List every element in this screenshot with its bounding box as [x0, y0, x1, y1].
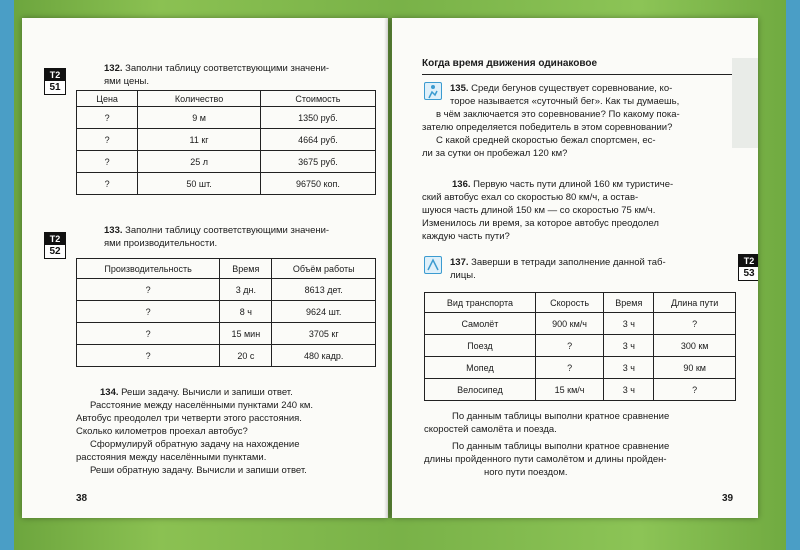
table-cell: 90 км: [654, 357, 736, 379]
table-cell: ?: [535, 357, 603, 379]
table-row: [77, 129, 376, 151]
table-cell: 1350 руб.: [260, 107, 375, 129]
table-cell: 50 шт.: [138, 173, 261, 195]
task-text: ями производительности.: [104, 238, 218, 249]
badge-t2-51: [44, 68, 66, 95]
table-cell: Велосипед: [425, 379, 536, 401]
badge-top: Т2: [45, 69, 65, 81]
table-137: [424, 292, 736, 401]
table-header: Вид транспорта: [425, 293, 536, 313]
table-header: Время: [220, 259, 272, 279]
table-header: Цена: [77, 91, 138, 107]
paragraph-2: [424, 440, 736, 479]
heading-rule: [422, 74, 732, 75]
text-line: Реши обратную задачу. Вычисли и запиши ответ.: [90, 465, 307, 476]
text-line: Среди бегунов существует соревнование, ко-: [471, 83, 673, 94]
table-cell: ?: [77, 323, 220, 345]
table-row: [77, 345, 376, 367]
task-number: 137.: [450, 257, 469, 268]
table-cell: 3 ч: [604, 379, 654, 401]
text-line: [422, 178, 732, 191]
table-row: [425, 357, 736, 379]
badge-top: Т2: [45, 233, 65, 245]
table-cell: 3705 кг: [272, 323, 376, 345]
task-text: ями цены.: [104, 76, 149, 87]
table-cell: Мопед: [425, 357, 536, 379]
task-number: 136.: [452, 179, 471, 190]
table-cell: 3 ч: [604, 357, 654, 379]
table-cell: ?: [654, 379, 736, 401]
table-cell: ?: [77, 173, 138, 195]
table-cell: 11 кг: [138, 129, 261, 151]
text-line: Изменилось ли время, за которое автобус преодолел: [422, 218, 659, 229]
table-header: Производительность: [77, 259, 220, 279]
text-line: скоростей самолёта и поезда.: [424, 424, 557, 435]
table-cell: 300 км: [654, 335, 736, 357]
badge-top: Т2: [739, 255, 758, 267]
text-line: Расстояние между населёнными пунктами 240 км.: [90, 400, 314, 411]
right-page: [392, 18, 758, 518]
table-cell: ?: [535, 335, 603, 357]
table-cell: 480 кадр.: [272, 345, 376, 367]
table-132: [76, 90, 376, 195]
table-cell: 3675 руб.: [260, 151, 375, 173]
text-line: каждую часть пути?: [422, 231, 510, 242]
page-number: 38: [76, 493, 88, 504]
table-row: [77, 279, 376, 301]
table-cell: ?: [77, 129, 138, 151]
table-row: [425, 379, 736, 401]
text-line: Сколько километров проехал автобус?: [76, 426, 248, 437]
task-132: [104, 62, 384, 88]
table-row: [77, 107, 376, 129]
badge-bottom: 52: [45, 245, 65, 258]
task-number: 134.: [100, 387, 119, 398]
text-line: Автобус преодолел три четверти этого расстояния.: [76, 413, 302, 424]
table-cell: ?: [654, 313, 736, 335]
text-line: [422, 82, 732, 95]
text-line: ного пути поездом.: [484, 467, 568, 478]
table-cell: 8613 дет.: [272, 279, 376, 301]
text-line: шуюся часть длиной 150 км — со скоростью 75 км/ч.: [422, 205, 656, 216]
text-line: длины пройденного пути самолётом и длины пройден-: [424, 454, 667, 465]
task-number: 135.: [450, 83, 469, 94]
table-133: [76, 258, 376, 367]
table-cell: 15 км/ч: [535, 379, 603, 401]
task-135: [422, 82, 732, 160]
text-line: лицы.: [450, 270, 476, 281]
text-line: зателю определяется победитель в этом соревновании?: [422, 122, 673, 133]
table-row: [77, 151, 376, 173]
task-number: 132.: [104, 63, 123, 74]
cover-edge-right: [786, 0, 800, 550]
badge-bottom: 51: [45, 81, 65, 94]
table-header: Количество: [138, 91, 261, 107]
text-line: ский автобус ехал со скоростью 80 км/ч, а остав-: [422, 192, 639, 203]
text-line: По данным таблицы выполни кратное сравнение: [452, 411, 670, 422]
task-number: 133.: [104, 225, 123, 236]
page-number: 39: [722, 493, 734, 504]
badge-t2-53: [738, 254, 758, 281]
task-text: Заполни таблицу соответствующими значени-: [125, 225, 330, 236]
task-text: Заполни таблицу соответствующими значени-: [125, 63, 330, 74]
table-cell: 25 л: [138, 151, 261, 173]
section-heading: Когда время движения одинаковое: [422, 58, 598, 69]
text-line: Реши задачу. Вычисли и запиши ответ.: [121, 387, 293, 398]
table-row: [77, 301, 376, 323]
task-136: [422, 178, 732, 243]
table-cell: 9 м: [138, 107, 261, 129]
table-cell: 8 ч: [220, 301, 272, 323]
margin-shadow: [732, 58, 758, 148]
table-header: Время: [604, 293, 654, 313]
table-header: Объём работы: [272, 259, 376, 279]
text-line: расстояния между населёнными пунктами.: [76, 452, 267, 463]
left-page: [22, 18, 388, 518]
table-header: Стоимость: [260, 91, 375, 107]
table-cell: Поезд: [425, 335, 536, 357]
table-cell: 900 км/ч: [535, 313, 603, 335]
table-cell: ?: [77, 301, 220, 323]
text-line: в чём заключается это соревнование? По какому пока-: [436, 109, 680, 120]
text-line: Первую часть пути длиной 160 км туристиче-: [473, 179, 674, 190]
table-row: [77, 323, 376, 345]
table-cell: 3 ч: [604, 335, 654, 357]
table-cell: ?: [77, 345, 220, 367]
table-cell: 3 ч: [604, 313, 654, 335]
text-line: торое называется «суточный бег». Как ты думаешь,: [450, 96, 680, 107]
cover-edge-left: [0, 0, 14, 550]
task-133: [104, 224, 384, 250]
table-cell: 20 с: [220, 345, 272, 367]
text-line: Сформулируй обратную задачу на нахождение: [90, 439, 300, 450]
table-row: [425, 313, 736, 335]
text-line: [76, 386, 381, 399]
task-134: [76, 386, 381, 477]
text-line: С какой средней скоростью бежал спортсмен, ес-: [436, 135, 656, 146]
table-row: [77, 173, 376, 195]
table-cell: 3 дн.: [220, 279, 272, 301]
table-cell: 15 мин: [220, 323, 272, 345]
table-header: Длина пути: [654, 293, 736, 313]
table-cell: ?: [77, 279, 220, 301]
table-cell: Самолёт: [425, 313, 536, 335]
text-line: Заверши в тетради заполнение данной таб-: [471, 257, 666, 268]
table-cell: ?: [77, 151, 138, 173]
table-header: Скорость: [535, 293, 603, 313]
paragraph-1: [424, 410, 736, 436]
text-line: [422, 256, 732, 269]
text-line: По данным таблицы выполни кратное сравнение: [452, 441, 670, 452]
table-cell: 4664 руб.: [260, 129, 375, 151]
table-cell: 9624 шт.: [272, 301, 376, 323]
badge-t2-52: [44, 232, 66, 259]
badge-bottom: 53: [739, 267, 758, 280]
table-cell: ?: [77, 107, 138, 129]
task-137: [422, 256, 732, 282]
text-line: ли за сутки он пробежал 120 км?: [422, 148, 568, 159]
table-cell: 96750 коп.: [260, 173, 375, 195]
table-row: [425, 335, 736, 357]
